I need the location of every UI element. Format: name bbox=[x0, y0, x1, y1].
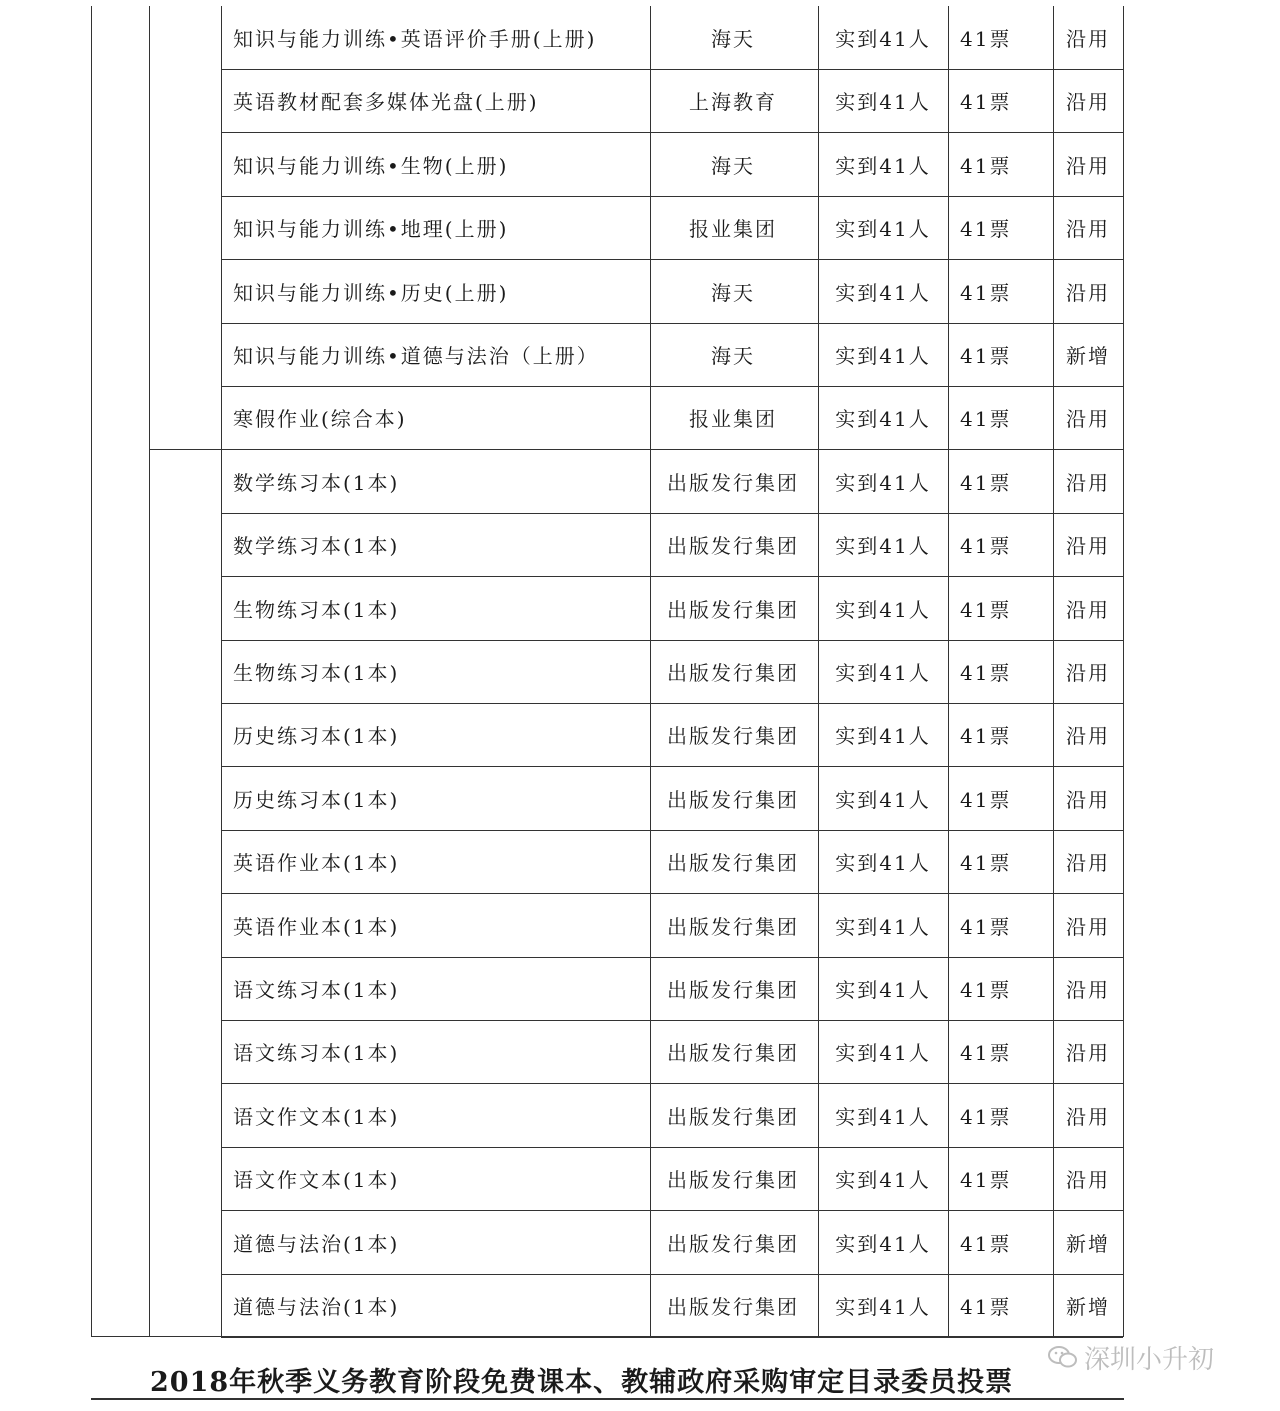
votes-cell: 41票 bbox=[960, 1295, 1012, 1319]
publisher-cell: 出版发行集团 bbox=[667, 915, 799, 939]
table-row bbox=[221, 386, 1123, 450]
status-cell: 沿用 bbox=[1066, 851, 1110, 875]
publisher-cell: 报业集团 bbox=[689, 407, 777, 431]
book-name-cell: 数学练习本(1本) bbox=[233, 471, 400, 495]
attendance-cell: 实到41人 bbox=[835, 471, 931, 495]
attendance-cell: 实到41人 bbox=[835, 1168, 931, 1192]
book-name-cell: 知识与能力训练•道德与法治（上册） bbox=[233, 344, 599, 368]
votes-cell: 41票 bbox=[960, 1105, 1012, 1129]
votes-cell: 41票 bbox=[960, 281, 1012, 305]
attendance-cell: 实到41人 bbox=[835, 598, 931, 622]
table-row bbox=[221, 577, 1123, 641]
book-name-cell: 数学练习本(1本) bbox=[233, 534, 400, 558]
attendance-cell: 实到41人 bbox=[835, 851, 931, 875]
votes-cell: 41票 bbox=[960, 661, 1012, 685]
votes-cell: 41票 bbox=[960, 915, 1012, 939]
votes-cell: 41票 bbox=[960, 534, 1012, 558]
status-cell: 沿用 bbox=[1066, 915, 1110, 939]
book-name-cell: 语文作文本(1本) bbox=[233, 1168, 400, 1192]
book-name-cell: 语文练习本(1本) bbox=[233, 1041, 400, 1065]
table-row bbox=[221, 6, 1123, 70]
table-row bbox=[221, 69, 1123, 133]
publisher-cell: 海天 bbox=[711, 281, 755, 305]
attendance-cell: 实到41人 bbox=[835, 915, 931, 939]
publisher-cell: 出版发行集团 bbox=[667, 724, 799, 748]
attendance-cell: 实到41人 bbox=[835, 1105, 931, 1129]
book-name-cell: 历史练习本(1本) bbox=[233, 724, 400, 748]
book-name-cell: 语文练习本(1本) bbox=[233, 978, 400, 1002]
table-row bbox=[221, 830, 1123, 894]
book-name-cell: 道德与法治(1本) bbox=[233, 1232, 400, 1256]
status-cell: 沿用 bbox=[1066, 1105, 1110, 1129]
votes-cell: 41票 bbox=[960, 217, 1012, 241]
book-name-cell: 语文作文本(1本) bbox=[233, 1105, 400, 1129]
status-cell: 新增 bbox=[1066, 1232, 1110, 1256]
book-name-cell: 知识与能力训练•生物(上册) bbox=[233, 154, 509, 178]
status-cell: 新增 bbox=[1066, 344, 1110, 368]
votes-cell: 41票 bbox=[960, 788, 1012, 812]
attendance-cell: 实到41人 bbox=[835, 978, 931, 1002]
publisher-cell: 出版发行集团 bbox=[667, 471, 799, 495]
status-cell: 沿用 bbox=[1066, 978, 1110, 1002]
book-name-cell: 历史练习本(1本) bbox=[233, 788, 400, 812]
status-cell: 新增 bbox=[1066, 1295, 1110, 1319]
status-cell: 沿用 bbox=[1066, 90, 1110, 114]
votes-cell: 41票 bbox=[960, 27, 1012, 51]
publisher-cell: 出版发行集团 bbox=[667, 1295, 799, 1319]
book-name-cell: 生物练习本(1本) bbox=[233, 661, 400, 685]
book-name-cell: 道德与法治(1本) bbox=[233, 1295, 400, 1319]
publisher-cell: 海天 bbox=[711, 27, 755, 51]
attendance-cell: 实到41人 bbox=[835, 344, 931, 368]
book-name-cell: 知识与能力训练•地理(上册) bbox=[233, 217, 509, 241]
attendance-cell: 实到41人 bbox=[835, 90, 931, 114]
publisher-cell: 出版发行集团 bbox=[667, 534, 799, 558]
table-row bbox=[221, 260, 1123, 324]
attendance-cell: 实到41人 bbox=[835, 724, 931, 748]
book-name-cell: 英语作业本(1本) bbox=[233, 851, 400, 875]
table-row bbox=[221, 957, 1123, 1021]
table-row bbox=[221, 450, 1123, 514]
page-footer-title: 2018年秋季义务教育阶段免费课本、教辅政府采购审定目录委员投票 bbox=[150, 1367, 1014, 1398]
status-cell: 沿用 bbox=[1066, 534, 1110, 558]
book-name-cell: 知识与能力训练•历史(上册) bbox=[233, 281, 509, 305]
book-name-cell: 英语教材配套多媒体光盘(上册) bbox=[233, 90, 539, 114]
attendance-cell: 实到41人 bbox=[835, 154, 931, 178]
table-row bbox=[221, 640, 1123, 704]
votes-cell: 41票 bbox=[960, 851, 1012, 875]
table-row bbox=[221, 703, 1123, 767]
status-cell: 沿用 bbox=[1066, 788, 1110, 812]
votes-cell: 41票 bbox=[960, 90, 1012, 114]
publisher-cell: 上海教育 bbox=[689, 90, 777, 114]
table-row bbox=[221, 1147, 1123, 1211]
watermark bbox=[1048, 1340, 1214, 1374]
status-cell: 沿用 bbox=[1066, 154, 1110, 178]
status-cell: 沿用 bbox=[1066, 27, 1110, 51]
status-cell: 沿用 bbox=[1066, 217, 1110, 241]
group-column-border bbox=[149, 6, 150, 1336]
publisher-cell: 海天 bbox=[711, 154, 755, 178]
attendance-cell: 实到41人 bbox=[835, 1232, 931, 1256]
status-cell: 沿用 bbox=[1066, 1168, 1110, 1192]
votes-cell: 41票 bbox=[960, 1232, 1012, 1256]
table-row bbox=[221, 1274, 1123, 1338]
table-row bbox=[221, 1020, 1123, 1084]
votes-cell: 41票 bbox=[960, 598, 1012, 622]
table-row bbox=[221, 513, 1123, 577]
table-row bbox=[221, 133, 1123, 197]
status-cell: 沿用 bbox=[1066, 281, 1110, 305]
votes-cell: 41票 bbox=[960, 724, 1012, 748]
publisher-cell: 出版发行集团 bbox=[667, 1041, 799, 1065]
wechat-icon bbox=[1048, 1345, 1078, 1369]
attendance-cell: 实到41人 bbox=[835, 217, 931, 241]
book-name-cell: 寒假作业(综合本) bbox=[233, 407, 407, 431]
status-cell: 沿用 bbox=[1066, 724, 1110, 748]
attendance-cell: 实到41人 bbox=[835, 27, 931, 51]
watermark-text: 深圳小升初 bbox=[1084, 1344, 1215, 1375]
book-name-cell: 生物练习本(1本) bbox=[233, 598, 400, 622]
book-name-cell: 知识与能力训练•英语评价手册(上册) bbox=[233, 27, 597, 51]
table-row bbox=[221, 1211, 1123, 1275]
publisher-cell: 出版发行集团 bbox=[667, 978, 799, 1002]
votes-cell: 41票 bbox=[960, 1041, 1012, 1065]
status-cell: 沿用 bbox=[1066, 661, 1110, 685]
table-row bbox=[221, 1084, 1123, 1148]
publisher-cell: 出版发行集团 bbox=[667, 1232, 799, 1256]
publisher-cell: 出版发行集团 bbox=[667, 1105, 799, 1129]
status-cell: 沿用 bbox=[1066, 471, 1110, 495]
table-row bbox=[221, 767, 1123, 831]
attendance-cell: 实到41人 bbox=[835, 1041, 931, 1065]
publisher-cell: 海天 bbox=[711, 344, 755, 368]
attendance-cell: 实到41人 bbox=[835, 1295, 931, 1319]
attendance-cell: 实到41人 bbox=[835, 788, 931, 812]
book-name-cell: 英语作业本(1本) bbox=[233, 915, 400, 939]
publisher-cell: 出版发行集团 bbox=[667, 788, 799, 812]
publisher-cell: 出版发行集团 bbox=[667, 1168, 799, 1192]
publisher-cell: 出版发行集团 bbox=[667, 851, 799, 875]
votes-cell: 41票 bbox=[960, 471, 1012, 495]
status-cell: 沿用 bbox=[1066, 598, 1110, 622]
attendance-cell: 实到41人 bbox=[835, 534, 931, 558]
table-left-border bbox=[91, 6, 92, 1336]
votes-cell: 41票 bbox=[960, 154, 1012, 178]
attendance-cell: 实到41人 bbox=[835, 407, 931, 431]
group-separator bbox=[149, 449, 221, 450]
table-row bbox=[221, 196, 1123, 260]
votes-cell: 41票 bbox=[960, 344, 1012, 368]
table-row bbox=[221, 894, 1123, 958]
votes-cell: 41票 bbox=[960, 407, 1012, 431]
status-cell: 沿用 bbox=[1066, 1041, 1110, 1065]
votes-cell: 41票 bbox=[960, 1168, 1012, 1192]
publisher-cell: 出版发行集团 bbox=[667, 598, 799, 622]
attendance-cell: 实到41人 bbox=[835, 661, 931, 685]
table-right-border bbox=[1123, 6, 1124, 1336]
attendance-cell: 实到41人 bbox=[835, 281, 931, 305]
publisher-cell: 报业集团 bbox=[689, 217, 777, 241]
status-cell: 沿用 bbox=[1066, 407, 1110, 431]
publisher-cell: 出版发行集团 bbox=[667, 661, 799, 685]
footer-rule bbox=[91, 1398, 1124, 1400]
table-row bbox=[221, 323, 1123, 387]
votes-cell: 41票 bbox=[960, 978, 1012, 1002]
